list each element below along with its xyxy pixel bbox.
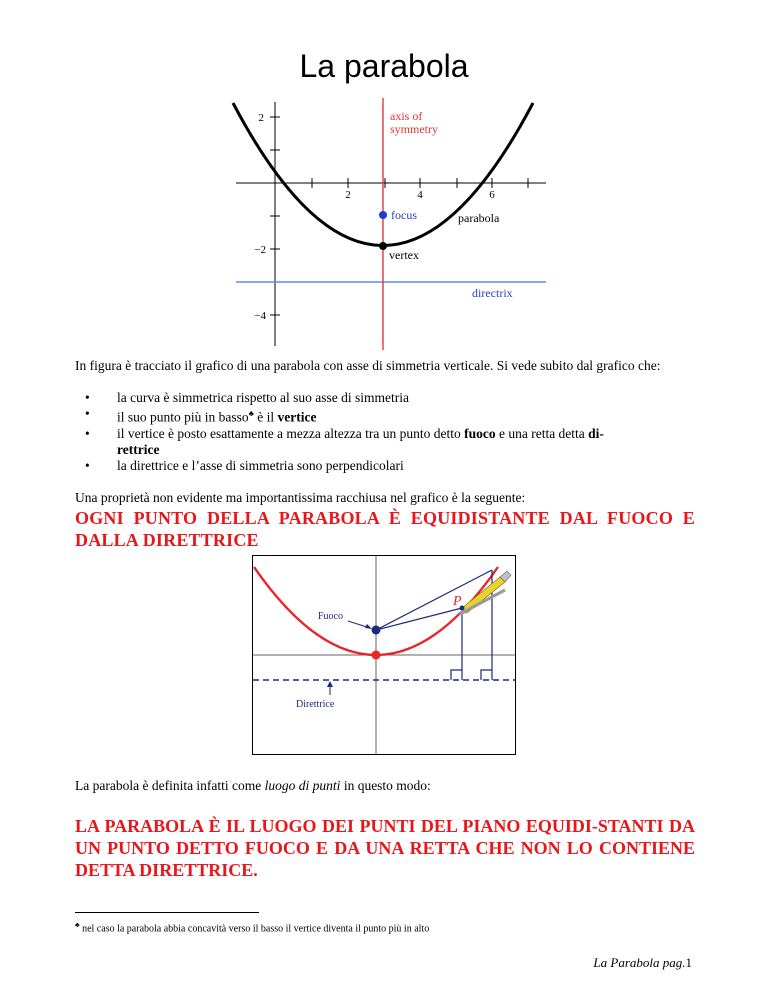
page-footer: La Parabola pag.1 bbox=[593, 955, 692, 970]
axis-of-symmetry-label-2: symmetry bbox=[390, 122, 438, 136]
tick-label-y-2: 2 bbox=[258, 112, 264, 124]
tick-label-x-6: 6 bbox=[489, 189, 495, 201]
footnote-mark: ♣ bbox=[75, 921, 80, 929]
focus-point bbox=[379, 211, 387, 219]
bullet-icon: • bbox=[85, 457, 90, 473]
list-item: • il suo punto più in basso♣ è il vertice bbox=[85, 406, 317, 425]
vertex-point bbox=[379, 242, 387, 250]
footnote-mark: ♣ bbox=[248, 409, 254, 418]
bullet-icon: • bbox=[85, 390, 90, 405]
point-p-label: P bbox=[453, 594, 462, 609]
property-paragraph: Una proprietà non evidente ma importantissima racchiusa nel grafico è la seguente: bbox=[75, 490, 526, 505]
axis-of-symmetry-label: axis of bbox=[390, 109, 423, 123]
directrix-label: directrix bbox=[472, 286, 513, 300]
page-title: La parabola bbox=[299, 48, 469, 84]
definition-heading: LA PARABOLA È IL LUOGO DEI PUNTI DEL PIANO EQUIDI-STANTI DA UN PUNTO DETTO FUOCO E DA UNA RETTA CHE NON LO CONTIENE DETTA DIRETTRICE. bbox=[75, 816, 695, 880]
vertex-point bbox=[372, 651, 381, 660]
footnote: ♣ nel caso la parabola abbia concavità verso il basso il vertice diventa il punto più in alto bbox=[75, 921, 430, 935]
equidistance-heading: OGNI PUNTO DELLA PARABOLA È EQUIDISTANTE DAL FUOCO E DALLA DIRETTRICE bbox=[75, 508, 695, 550]
footnote-separator bbox=[75, 912, 259, 913]
definition-intro: La parabola è definita infatti come luogo di punti in questo modo: bbox=[75, 778, 431, 793]
tick-label-x-2: 2 bbox=[345, 189, 351, 201]
vertex-label: vertex bbox=[389, 248, 419, 262]
bullet-icon: • bbox=[85, 425, 90, 441]
list-item: • la direttrice e l’asse di simmetria sono perpendicolari bbox=[85, 457, 404, 473]
page-number: 1 bbox=[685, 955, 692, 970]
list-item: • il vertice è posto esattamente a mezza altezza tra un punto detto fuoco e una retta detta di- rettrice bbox=[85, 425, 604, 457]
properties-list bbox=[75, 390, 695, 474]
equidistance-figure bbox=[252, 555, 516, 755]
tick-label-x-4: 4 bbox=[417, 189, 423, 201]
fuoco-label: Fuoco bbox=[318, 611, 343, 622]
direttrice-label: Direttrice bbox=[296, 699, 335, 710]
focus-point bbox=[372, 626, 381, 635]
tick-label-y-minus-2: −2 bbox=[254, 244, 266, 256]
parabola-label: parabola bbox=[458, 211, 500, 225]
intro-paragraph: In figura è tracciato il grafico di una parabola con asse di simmetria verticale. Si vede subito dal grafico che: bbox=[75, 358, 661, 373]
focus-label: focus bbox=[391, 208, 417, 222]
tick-label-y-minus-4: −4 bbox=[254, 310, 266, 322]
parabola-figure bbox=[228, 98, 548, 350]
bullet-icon: • bbox=[85, 406, 90, 421]
list-item: • la curva è simmetrica rispetto al suo asse di simmetria bbox=[85, 390, 410, 405]
